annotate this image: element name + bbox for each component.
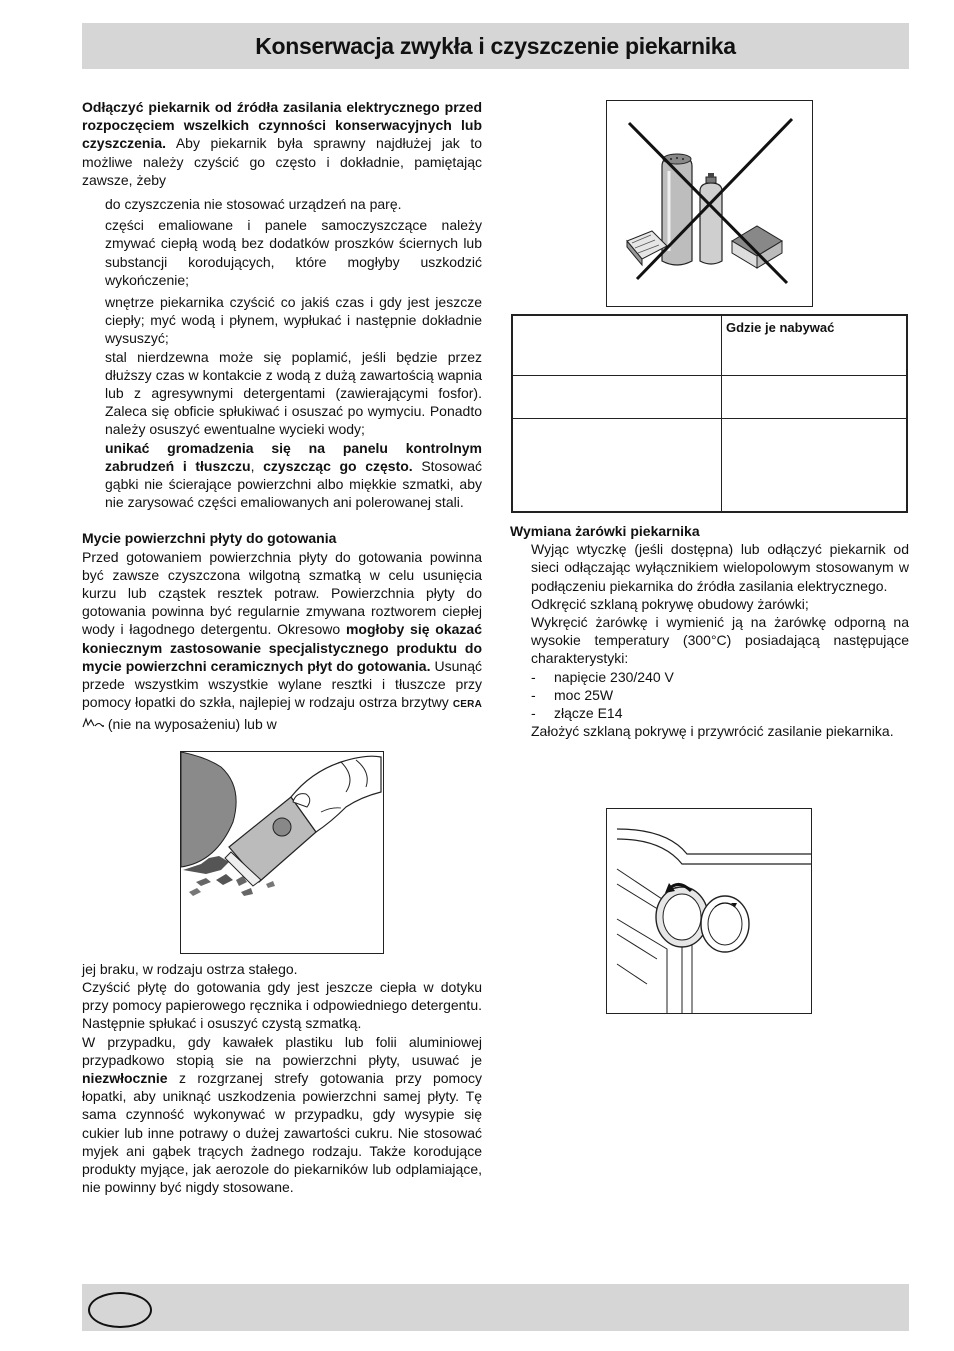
bulb-step-3: Wykręcić żarówkę i wymienić ją na żarówkę odporną na wysokie temperatury (300°C) posiadającą następujące charakterystyki: xyxy=(531,614,909,667)
table-cell xyxy=(512,315,722,375)
intro-paragraph: Odłączyć piekarnik od źródła zasilania elektrycznego przed rozpoczęciem wszelkich czynności konserwacyjnych lub czyszczenia. Aby piekarnik była sprawny najdłużej jak to możliwe należy czyścić go często i dokładnie, pamiętając zawsze, żeby xyxy=(82,99,482,188)
cera-logo: CERA xyxy=(452,699,482,711)
hob-paragraph-4: W przypadku, gdy kawałek plastiku lub folii aluminiowej przypadkowo stopią sie na powierzchni płyty, usuwać je niezwłocznie z rozgrzanej strefy gotowania przy pomocy łopatki, aby uniknąć uszkodzenia powierzchni samej płyty. Tę sama czynność wykonywać w przypadku, gdy wysypie się cukier lub inne potrawy o dużej zawartości cukru. Nie stosować myjek ani gąbek trących żadnego rodzaju. Także korodujące produkty myjące, jak aerozole do piekarników lub odplamiające, nie powinny być nigdy stosowane. xyxy=(82,1033,482,1196)
oven-bulb-icon xyxy=(607,809,811,1013)
rule-no-steam: do czyszczenia nie stosować urządzeń na parę. xyxy=(105,196,402,213)
hob-paragraph-1: Przed gotowaniem powierzchnia płyty do gotowania powinna być zawsze czyszczona wilgotną szmatką w celu usunięcia kurzu lub cząstek resztek potraw. Powierzchnia płyty do gotowania powinna być regularnie zmywana roztworem ciepłej wody i łagodnego detergentu. Okresowo mogłoby się okazać koniecznym zastosowanie specjalistycznego produktu do mycie powierzchni ceramicznych płyt do gotowania. Usunąć przede wszystkim wszystkie wylane resztki i tłuszcze przy pomocy łopatki do szkła, najlepiej w rodzaju ostrza brzytwy CERA (nie na wyposażeniu) lub w xyxy=(82,548,482,732)
left-column xyxy=(82,98,482,1196)
rule-enamel: części emaliowane i panele samoczyszczące należy zmywać ciepłą wodą bez dodatków proszków ściernych lub substancji korodujących, które mogłyby uszkodzić wykończenie; xyxy=(105,217,482,288)
spec-power: - moc 25W xyxy=(531,686,614,703)
hob-heading: Mycie powierzchni płyty do gotowania xyxy=(82,530,337,547)
rule-control-panel: unikać gromadzenia się na panelu kontrolnym zabrudzeń i tłuszczu, czyszcząc go często. Stosować gąbki nie ścierające powierzchni albo miękkie szmatki, aby nie zarysować części emaliowanych ani polerowanej stali. xyxy=(105,439,483,511)
spec-socket: - złącze E14 xyxy=(531,705,623,722)
title-bar xyxy=(82,23,909,69)
table-cell xyxy=(722,375,908,418)
table-cell xyxy=(512,418,722,512)
intro-warning: Odłączyć piekarnik od źródła zasilania elektrycznego przed rozpoczęciem wszelkich czynności konserwacyjnych lub czyszczenia. xyxy=(82,99,482,152)
language-oval xyxy=(88,1292,152,1328)
no-abrasive-products-illustration xyxy=(606,100,813,307)
scraper-drawing-icon xyxy=(181,752,383,953)
bulb-replacement-illustration xyxy=(606,808,812,1014)
table-header-where-to-buy: Gdzie je nabywać xyxy=(722,315,908,375)
scraper-illustration xyxy=(180,751,384,954)
rule-stainless: stal nierdzewna może się poplamić, jeśli będzie przez dłuższy czas w kontakcie z wodą z dużą zawartością wapnia lub z agresywnymi detergentami (zawierającymi fosfor). Zaleca się obficie spłukiwać i osuszać po wymyciu. Ponadto należy osuszyć ewentualne wycieki wody; xyxy=(105,348,482,438)
bulb-step-1: Wyjąc wtyczkę (jeśli dostępna) lub odłączyć piekarnik od sieci odłączając wyłącznikiem wielopolowym stosowanym w podłączeniu piekarnika do źródła zasilania elektrycznego. xyxy=(531,541,909,594)
bulb-section xyxy=(510,522,909,740)
bulb-step-2: Odkręcić szklaną pokrywę obudowy żarówki; xyxy=(531,595,809,612)
table-cell xyxy=(722,418,908,512)
bulb-heading: Wymiana żarówki piekarnika xyxy=(510,523,700,539)
cera-logo-icon xyxy=(82,717,104,729)
bulb-step-4: Założyć szklaną pokrywę i przywrócić zasilanie piekarnika. xyxy=(531,723,894,740)
hob-paragraph-3: Czyścić płytę do gotowania gdy jest jeszcze ciepła w dotyku przy pomocy papierowego ręcznika i odpowiedniego detergentu. Następnie spłukać i osuszyć czystą szmatką. xyxy=(82,978,482,1032)
forbidden-cleaners-icon xyxy=(607,101,812,306)
rule-interior: wnętrze piekarnika czyścić co jakiś czas i gdy jest jeszcze ciepły; myć wodą i płynem, wypłukać i następnie dokładnie wysuszyć; xyxy=(105,294,482,347)
footer-bar xyxy=(82,1284,909,1331)
spec-voltage: - napięcie 230/240 V xyxy=(531,668,674,685)
cleaning-rules xyxy=(82,195,482,511)
parts-table xyxy=(511,314,908,513)
page-title: Konserwacja zwykła i czyszczenie piekarnika xyxy=(255,32,736,59)
table-cell xyxy=(512,375,722,418)
hob-paragraph-2: jej braku, w rodzaju ostrza stałego. xyxy=(82,960,298,977)
